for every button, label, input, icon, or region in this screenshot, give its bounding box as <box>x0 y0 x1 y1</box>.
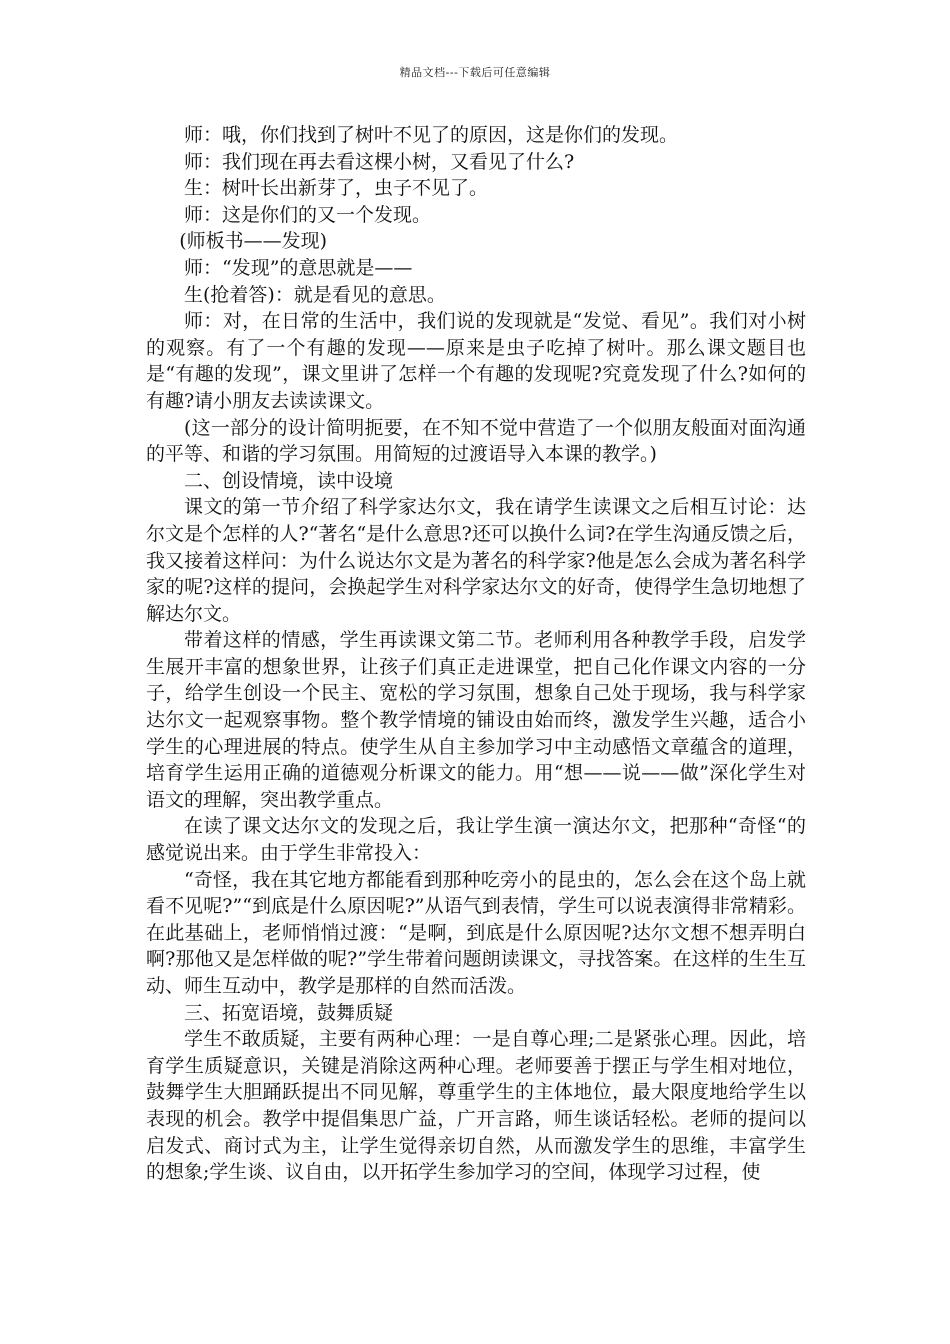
paragraph: 师：这是你们的又一个发现。 <box>184 203 432 226</box>
page-header: 精品文档---下载后可任意编辑 <box>399 66 551 79</box>
paragraph: 师：对，在日常的生活中，我们说的发现就是“发觉、看见”。我们对小树的观察。有了一个有趣的发现——原来是虫子吃掉了树叶。那么课文题目也是“有趣的发现”，课文里讲了怎样一个有趣的发现呢?究竟发现了什么?如何的有趣?请小朋友去读读课文。 <box>146 310 806 412</box>
paragraph: 带着这样的情感，学生再读课文第二节。老师利用各种教学手段，启发学生展开丰富的想象世界，让孩子们真正走进课堂，把自己化作课文内容的一分子，给学生创设一个民主、宽松的学习氛围，想象自己处于现场，我与科学家达尔文一起观察事物。整个教学情境的铺设由始而终，激发学生兴趣，适合小学生的心理进展的特点。使学生从自主参加学习中主动感悟文章蕴含的道理，培育学生运用正确的道德观分析课文的能力。用“想——说——做”深化学生对语文的理解，突出教学重点。 <box>146 629 806 811</box>
paragraph: “奇怪，我在其它地方都能看到那种吃旁小的昆虫的，怎么会在这个岛上就看不见呢?”“到底是什么原因呢?”从语气到表情，学生可以说表演得非常精彩。在此基础上，老师悄悄过渡：“是啊，到底是什么原因呢?达尔文想不想弄明白啊?那他又是怎样做的呢?”学生带着问题朗读课文，寻找答案。在这样的生生互动、师生互动中，教学是那样的自然而活泼。 <box>146 868 806 997</box>
paragraph: 生：树叶长出新芽了，虫子不见了。 <box>184 177 489 200</box>
section-heading: 三、拓宽语境，鼓舞质疑 <box>184 1001 394 1024</box>
paragraph: 生(抢着答)：就是看见的意思。 <box>184 283 446 306</box>
paragraph: 师：我们现在再去看这棵小树，又看见了什么? <box>184 150 575 173</box>
document-body <box>146 122 806 1186</box>
paragraph: 师：哦，你们找到了树叶不见了的原因，这是你们的发现。 <box>184 124 679 146</box>
paragraph: (这一部分的设计简明扼要，在不知不觉中营造了一个似朋友般面对面沟通的平等、和谐的学习氛围。用简短的过渡语导入本课的教学。) <box>146 416 806 466</box>
paragraph: 在读了课文达尔文的发现之后，我让学生演一演达尔文，把那种“奇怪“的感觉说出来。由于学生非常投入： <box>146 815 806 865</box>
paragraph: 师：“发现”的意思就是—— <box>184 256 413 279</box>
paragraph: 学生不敢质疑，主要有两种心理：一是自尊心理;二是紧张心理。因此，培育学生质疑意识，关键是消除这两种心理。老师要善于摆正与学生相对地位，鼓舞学生大胆踊跃提出不同见解，尊重学生的主体地位，最大限度地给学生以表现的机会。教学中提倡集思广益，广开言路，师生谈话轻松。老师的提问以启发式、商讨式为主，让学生觉得亲切自然，从而激发学生的思维，丰富学生的想象;学生谈、议自由，以开拓学生参加学习的空间，体现学习过程，使 <box>146 1028 806 1184</box>
paragraph: (师板书——发现) <box>179 230 328 253</box>
section-heading: 二、创设情境，读中设境 <box>184 469 394 492</box>
paragraph: 课文的第一节介绍了科学家达尔文，我在请学生读课文之后相互讨论：达尔文是个怎样的人?“著名“是什么意思?还可以换什么词?在学生沟通反馈之后，我又接着这样问：为什么说达尔文是为著名的科学家?他是怎么会成为著名科学家的呢?这样的提问，会换起学生对科学家达尔文的好奇，使得学生急切地想了解达尔文。 <box>146 496 806 625</box>
